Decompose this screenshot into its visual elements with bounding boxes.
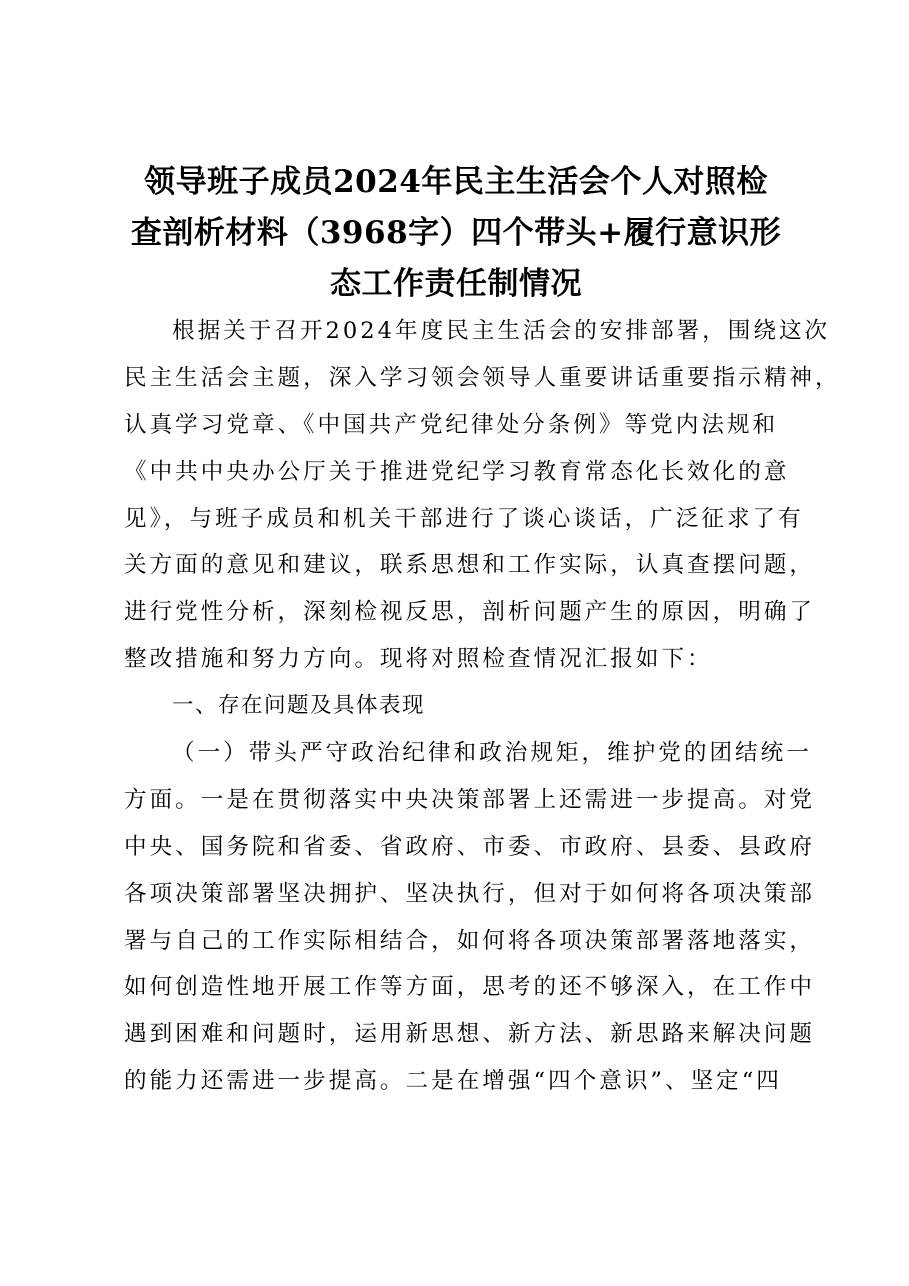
section-paragraph <box>124 730 816 1105</box>
paragraph-line: 进行党性分析，深刻检视反思，剖析问题产生的原因，明确了 <box>124 599 816 626</box>
document-body <box>124 308 841 1105</box>
paragraph-line: 民主生活会主题，深入学习领会领导人重要讲话重要指示精神， <box>124 364 841 391</box>
title-line: 领导班子成员2024年民主生活会个人对照检 <box>144 164 768 200</box>
paragraph-line: 《中共中央办公厅关于推进党纪学习教育常态化长效化的意 <box>124 458 790 485</box>
paragraph-line: 关方面的意见和建议，联系思想和工作实际，认真查摆问题， <box>124 552 816 579</box>
document-title <box>118 157 794 310</box>
paragraph-line: 如何创造性地开展工作等方面，思考的还不够深入，在工作中 <box>124 974 816 1001</box>
intro-paragraph <box>124 308 841 683</box>
paragraph-line: （一）带头严守政治纪律和政治规矩，维护党的团结统一 <box>172 740 812 767</box>
paragraph-line: 的能力还需进一步提高。二是在增强“四个意识”、坚定“四 <box>124 1068 782 1095</box>
paragraph-line: 见》，与班子成员和机关干部进行了谈心谈话，广泛征求了有 <box>124 505 804 532</box>
paragraph-line: 方面。一是在贯彻落实中央决策部署上还需进一步提高。对党 <box>124 786 816 813</box>
title-line: 查剖析材料（3968字）四个带头+履行意识形 <box>130 215 782 251</box>
paragraph-line: 认真学习党章、《中国共产党纪律处分条例》等党内法规和 <box>124 411 779 438</box>
paragraph-line: 根据关于召开2024年度民主生活会的安排部署，围绕这次 <box>172 318 831 344</box>
paragraph-line: 中央、国务院和省委、省政府、市委、市政府、县委、县政府 <box>124 833 816 860</box>
paragraph-line: 署与自己的工作实际相结合，如何将各项决策部署落地落实， <box>124 927 816 954</box>
paragraph-line: 遇到困难和问题时，运用新思想、新方法、新思路来解决问题 <box>124 1021 816 1048</box>
paragraph-line: 整改措施和努力方向。现将对照检查情况汇报如下： <box>124 646 713 673</box>
paragraph-line: 各项决策部署坚决拥护、坚决执行，但对于如何将各项决策部 <box>124 880 816 907</box>
section-heading: 一、存在问题及具体表现 <box>172 693 426 719</box>
title-line: 态工作责任制情况 <box>330 266 582 302</box>
